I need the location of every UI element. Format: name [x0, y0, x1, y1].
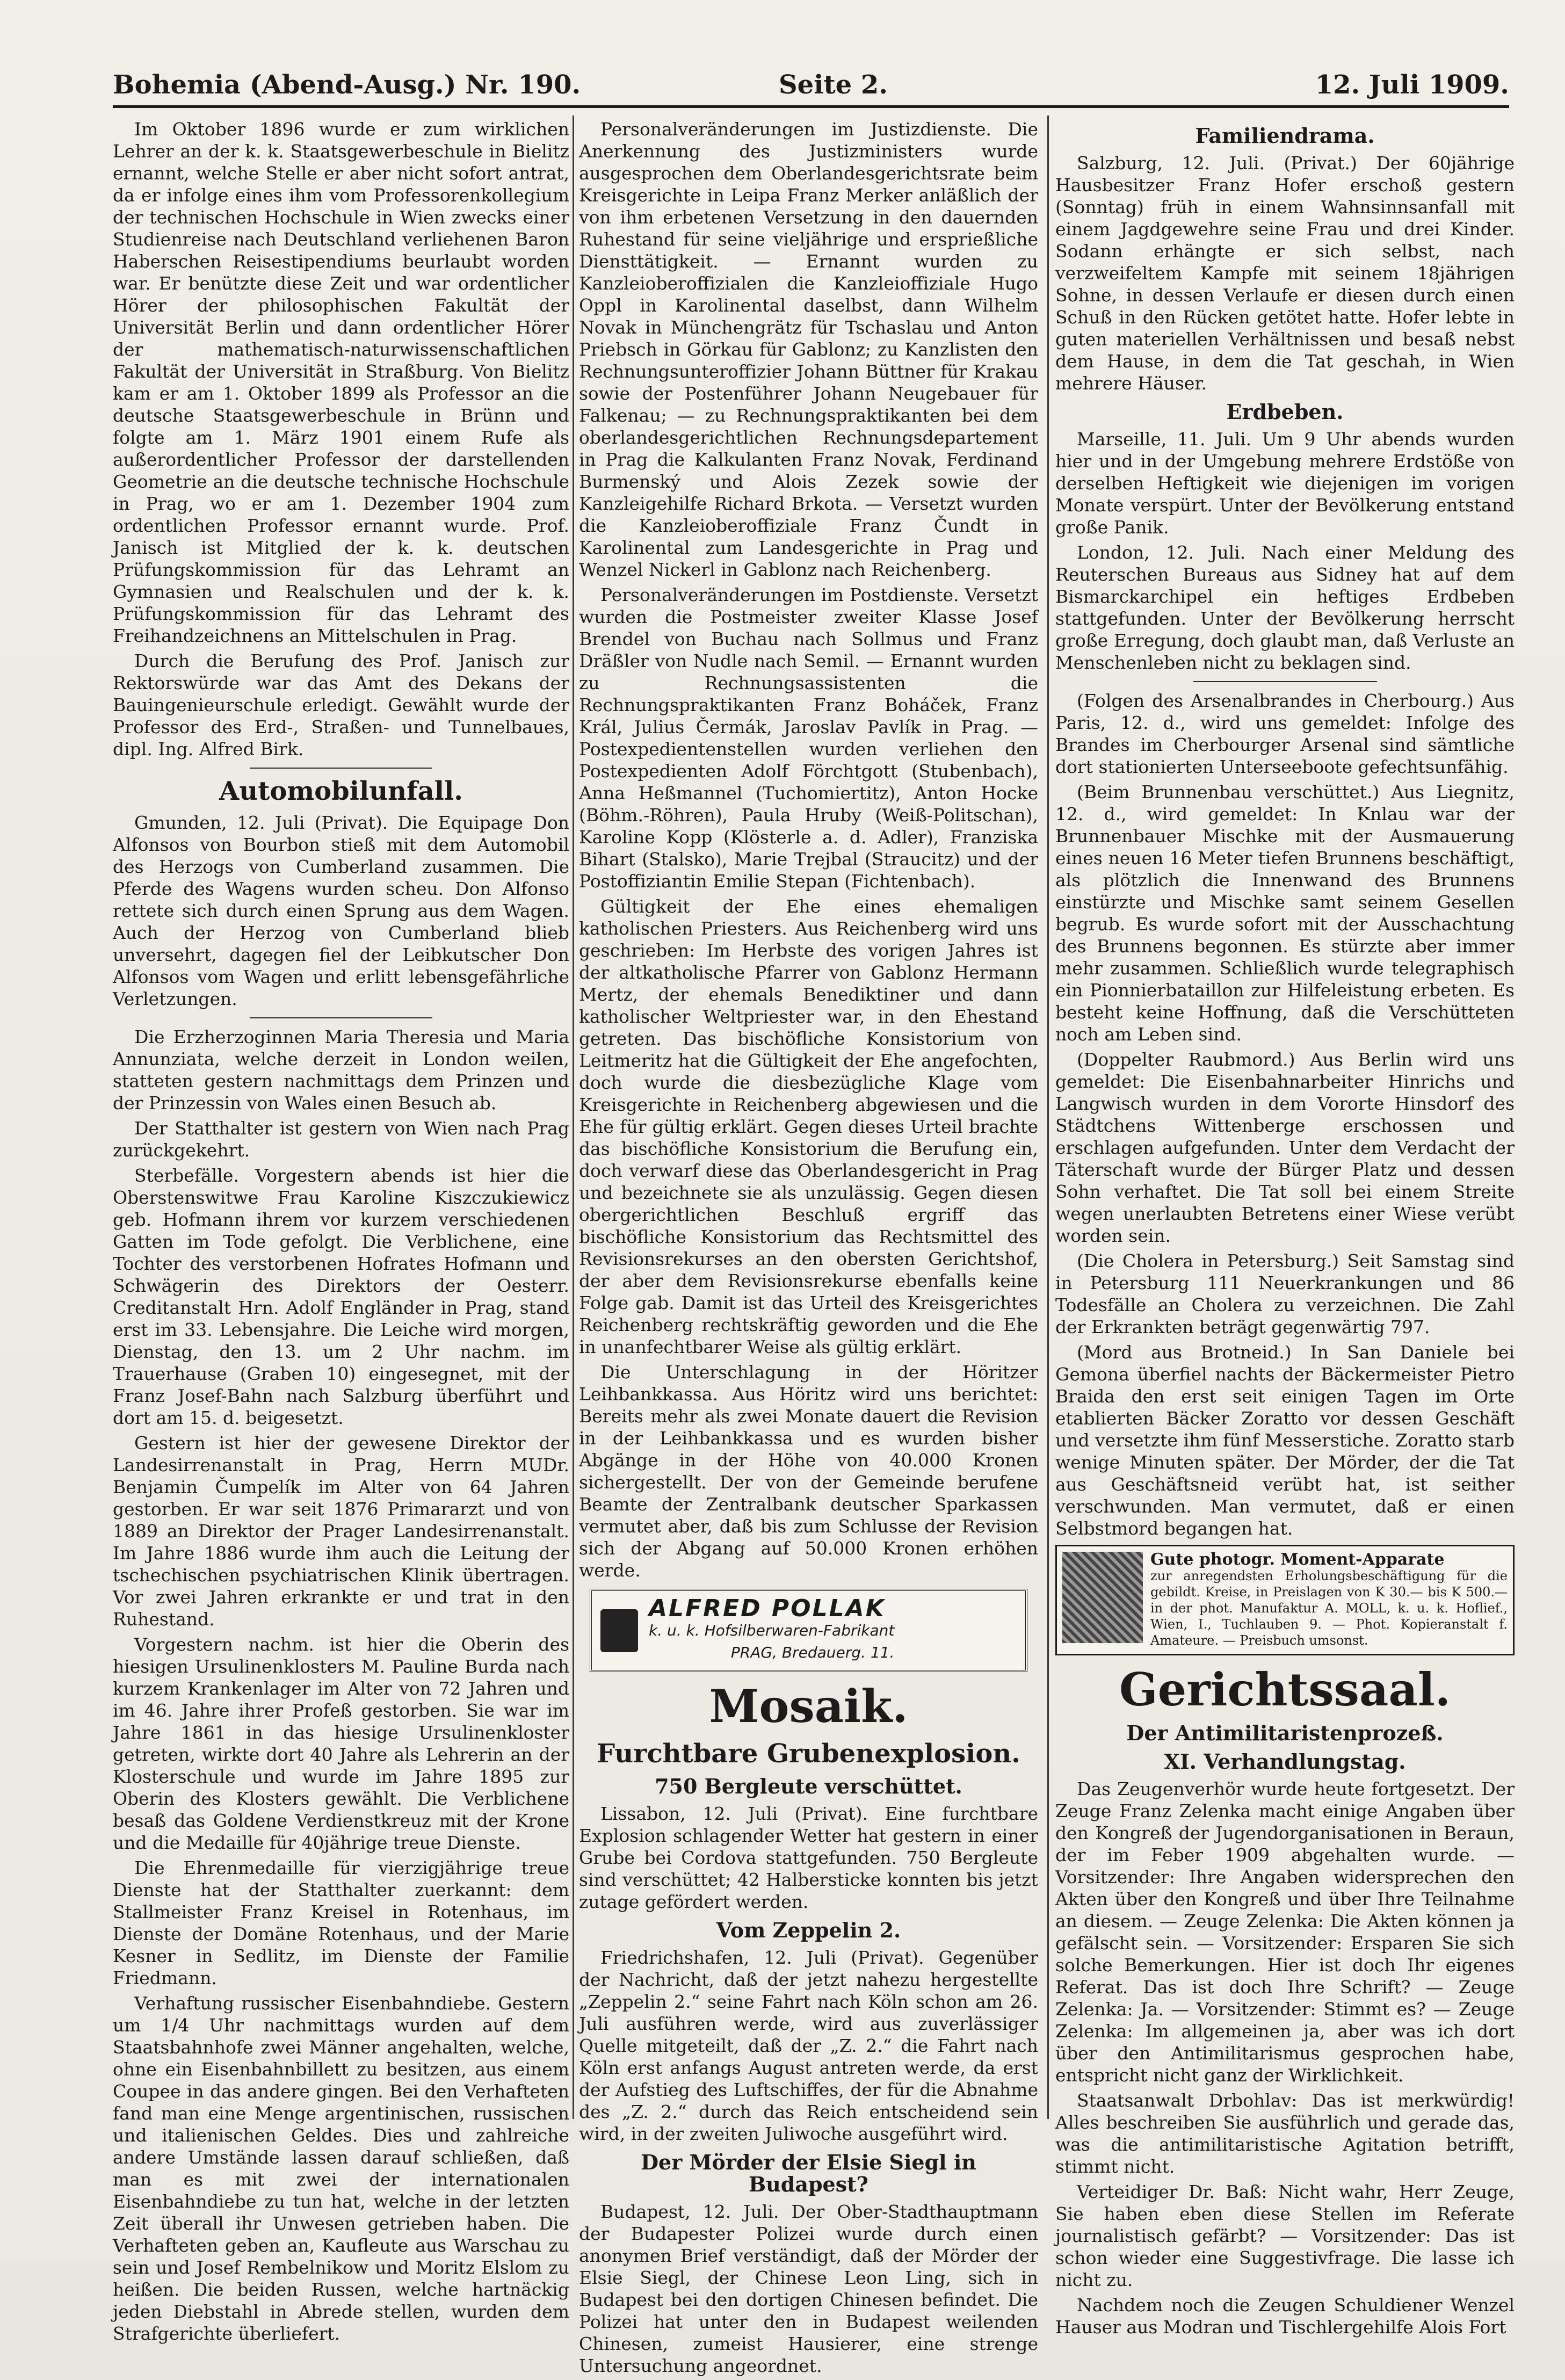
column-divider: [1047, 115, 1049, 2119]
article-paragraph: Marseille, 11. Juli. Um 9 Uhr abends wurden hier und in der Umgebung mehrere Erdstöße von derselben Heftigkeit wie diejenigen im vorigen Monate verspürt. Unter der Bevölkerung entstand große Panik.: [1055, 429, 1515, 538]
article-paragraph: (Mord aus Brotneid.) In San Daniele bei Gemona überfiel nachts der Bäckermeister Pietro Braida den erst seit einigen Tagen im Orte etablierten Bäcker Zoratto vor dessen Geschäft und versetzte ihm fünf Messerstiche. Zoratto starb wenige Minuten später. Der Mörder, der die Tat aus Geschäftsneid verübt hat, ist seither verschwunden. Man vermutet, daß er einen Selbstmord begangen hat.: [1055, 1342, 1515, 1539]
column-3: [1055, 118, 1515, 2341]
header-date: 12. Juli 1909.: [1315, 70, 1509, 100]
headline-antimilitaristenprozess: Der Antimilitaristenprozeß.: [1126, 1721, 1444, 1745]
article-paragraph: Vorgestern nachm. ist hier die Oberin des hiesigen Ursulinenklosters M. Pauline Burda nach kurzem Krankenlager im Alter von 72 Jahren und im 46. Jahre ihrer Profeß gestorben. Sie war im Jahre 1861 in das hiesige Ursulinenkloster getreten, wirkte dort 40 Jahre als Lehrerin an der Klosterschule und wurde im Jahre 1895 zur Oberin des Klosters gewählt. Die Verblichene besaß das Goldene Verdienstkreuz mit der Krone und die Medaille für 40jährige treue Dienste.: [113, 1634, 569, 1853]
headline-familiendrama: Familiendrama.: [1195, 124, 1375, 148]
article-paragraph: Das Zeugenverhör wurde heute fortgesetzt. Der Zeuge Franz Zelenka macht einige Angaben über den Kongreß der Jugendorganisationen in Beraun, der im Feber 1909 abgehalten wurde. — Vorsitzender: Ihre Angaben widersprechen den Akten über den Kongreß und über Ihre Teilnahme an diesem. — Zeuge Zelenka: Die Akten können ja gefälscht sein. — Vorsitzender: Ersparen Sie sich solche Bemerkungen. Hier ist doch Ihr eigenes Referat. Das ist doch Ihre Schrift? — Zeuge Zelenka: Ja. — Vorsitzender: Stimmt es? — Zeuge Zelenka: Im allgemeinen ja, aber was ich dort über den Antimilitarismus gesprochen habe, entspricht nicht ganz der Wirklichkeit.: [1055, 1778, 1515, 2086]
article-paragraph: Verteidiger Dr. Baß: Nicht wahr, Herr Zeuge, Sie haben eben diese Stellen im Referate journalistisch gefärbt? — Vorsitzender: Das ist schon wieder eine Suggestivfrage. Die lasse ich nicht zu.: [1055, 2181, 1515, 2290]
ad-address: PRAG, Bredauerg. 11.: [730, 1644, 895, 1661]
headline-zeppelin: Vom Zeppelin 2.: [716, 1918, 901, 1942]
section-title-gerichtssaal: Gerichtssaal.: [1119, 1663, 1451, 1716]
ad-company-name: ALFRED POLLAK: [649, 1595, 886, 1622]
article-paragraph: Budapest, 12. Juli. Der Ober-Stadthauptmann der Budapester Polizei wurde durch einen anonymen Brief verständigt, daß der Mörder der Elsie Siegl, der Chinese Leon Ling, sich in Budapest bei den dortigen Chinesen befindet. Die Polizei hat unter den in Budapest weilenden Chinesen, zumeist Hausierer, eine strenge Untersuchung angeordnet.: [579, 2201, 1038, 2376]
header-page-number: Seite 2.: [779, 70, 888, 100]
column-divider: [573, 115, 574, 2119]
separator: [250, 1017, 432, 1018]
article-paragraph: Die Unterschlagung in der Höritzer Leihbankkassa. Aus Höritz wird uns berichtet: Bereits mehr als zwei Monate dauert die Revision in der Leihbankkassa und es wurden bisher Abgänge in der Höhe von 40.000 Kronen sichergestellt. Der von der Gemeinde berufene Beamte der Zentralbank deutscher Sparkassen vermutet aber, daß bis zum Schlusse der Revision sich der Abgang auf 50.000 Kronen erhöhen werde.: [579, 1362, 1038, 1581]
article-paragraph: Sterbefälle. Vorgestern abends ist hier die Oberstenswitwe Frau Karoline Kiszczukiewicz geb. Hofmann ihrem vor kurzem verschiedenen Gatten im Tode gefolgt. Die Verblichene, eine Tochter des verstorbenen Hofrates Hofmann und Schwägerin des Direktors der Oesterr. Creditanstalt Hrn. Adolf Engländer in Prag, stand erst im 33. Lebensjahre. Die Leiche wird morgen, Dienstag, den 13. um 2 Uhr nachm. im Trauerhause (Graben 10) eingesegnet, mit der Franz Josef-Bahn nach Salzburg überführt und dort am 15. d. beigesetzt.: [113, 1165, 569, 1428]
camera-illustration-icon: [1062, 1552, 1143, 1643]
article-paragraph: Die Ehrenmedaille für vierzigjährige treue Dienste hat der Statthalter zuerkannt: dem Stallmeister Franz Kreisel in Rotenhaus, im Dienste der Domäne Rotenhaus, und der Marie Kesner in Sedlitz, im Dienste der Familie Friedmann.: [113, 1857, 569, 1988]
headline-erdbeben: Erdbeben.: [1226, 400, 1344, 424]
article-paragraph: Salzburg, 12. Juli. (Privat.) Der 60jährige Hausbesitzer Franz Hofer erschoß gestern (Sonntag) früh in einem Wahnsinnsanfall mit einem Jagdgewehre seine Frau und drei Kinder. Sodann erhängte er sich selbst, nach verzweifeltem Kampfe mit seinem 18jährigen Sohne, in dessen Verlaufe er diesen durch einen Schuß in den Rücken getötet hatte. Hofer lebte in guten materiellen Verhältnissen und besaß nebst dem Hause, in dem die Tat geschah, in Wien mehrere Häuser.: [1055, 153, 1515, 394]
article-paragraph: (Die Cholera in Petersburg.) Seit Samstag sind in Petersburg 111 Neuerkrankungen und 86 Todesfälle an Cholera zu verzeichnen. Die Zahl der Erkrankten beträgt gegenwärtig 797.: [1055, 1250, 1515, 1337]
headline-automobilunfall: Automobilunfall.: [219, 776, 463, 806]
ad-company-title: k. u. k. Hofsilberwaren-Fabrikant: [649, 1622, 895, 1639]
header-masthead: Bohemia (Abend-Ausg.) Nr. 190.: [113, 70, 581, 100]
article-paragraph: (Doppelter Raubmord.) Aus Berlin wird uns gemeldet: Die Eisenbahnarbeiter Hinrichs und Langwisch wurden in dem Vororte Hinsdorf des Städtchens Wittenberge erschossen und erschlagen aufgefunden. Unter dem Verdacht der Täterschaft wurde der Bürger Platz und dessen Sohn verhaftet. Die Tat soll bei einem Streite wegen unerlaubten Betretens einer Wiese verübt worden sein.: [1055, 1049, 1515, 1246]
article-paragraph: Verhaftung russischer Eisenbahndiebe. Gestern um 1/4 Uhr nachmittags wurden auf dem Staatsbahnhofe zwei Männer angehalten, welche, ohne ein Eisenbahnbillett zu besitzen, aus einem Coupee in das andere gingen. Bei den Verhafteten fand man eine Menge argentinischen, russischen und italienischen Geldes. Dies und zahlreiche andere Umstände lassen darauf schließen, daß man es mit zwei der internationalen Eisenbahndiebe zu tun hat, welche in der letzten Zeit überall ihr Unwesen getrieben haben. Die Verhafteten geben an, Kaufleute aus Warschau zu sein und Josef Rembelnikow und Moritz Elslom zu heißen. Die beiden Russen, welche hartnäckig jeden Diebstahl in Abrede stellen, wurden dem Strafgerichte überliefert.: [113, 1993, 569, 2344]
subheadline-verhandlungstag: XI. Verhandlungstag.: [1164, 1749, 1406, 1774]
article-paragraph: Lissabon, 12. Juli (Privat). Eine furchtbare Explosion schlagender Wetter hat gestern in einer Grube bei Cordova stattgefunden. 750 Bergleute sind verschüttet; 42 Halbersticke konnten bis jetzt zutage gefördert werden.: [579, 1803, 1038, 1912]
article-paragraph: Durch die Berufung des Prof. Janisch zur Rektorswürde war das Amt des Dekans der Bauingenieurschule erledigt. Gewählt wurde der Professor des Erd-, Straßen- und Tunnelbaues, dipl. Ing. Alfred Birk.: [113, 650, 569, 759]
column-1: [113, 118, 569, 2348]
article-paragraph: Gültigkeit der Ehe eines ehemaligen katholischen Priesters. Aus Reichenberg wird uns geschrieben: Im Herbste des vorigen Jahres ist der altkatholische Pfarrer von Gablonz Hermann Mertz, der ehemals Benediktiner und dann katholischer Weltpriester war, in den Ehestand getreten. Das bischöfliche Konsistorium von Leitmeritz hat die Gültigkeit der Ehe angefochten, doch wurde die diesbezügliche Klage vom Kreisgerichte in Reichenberg abgewiesen und die Ehe für gültig erklärt. Gegen dieses Urteil brachte das bischöfliche Konsistorium die Berufung ein, doch verwarf diese das Oberlandesgericht in Prag und bezeichnete sie als unzulässig. Gegen diesen obergerichtlichen Beschluß ergriff das bischöfliche Konsistorium das Rechtsmittel des Revisionsrekurses an den obersten Gerichtshof, der aber dem Revisionsrekurse ebenfalls keine Folge gab. Damit ist das Urteil des Kreisgerichtes Reichenberg rechtskräftig geworden und die Ehe in unanfechtbarer Weise als gültig erklärt.: [579, 896, 1038, 1357]
article-paragraph: Personalveränderungen im Postdienste. Versetzt wurden die Postmeister zweiter Klasse Josef Brendel von Buchau nach Sollmus und Franz Dräßler von Nudle nach Semil. — Ernannt wurden zu Rechnungsassistenten die Rechnungspraktikanten Franz Boháček, Franz Král, Julius Čermák, Jaroslav Pavlík in Prag. — Postexpedientenstellen wurden verliehen den Postexpedienten Adolf Förchtgott (Stubenbach), Anna Heßmannel (Tuchomiertitz), Anton Hocke (Böhm.-Röhren), Paula Hruby (Weiß-Politschan), Karoline Kopp (Klösterle a. d. Adler), Franziska Bihart (Stalsko), Marie Trejbal (Straucitz) und der Postoffiziantin Emilie Stepan (Fichtenbach).: [579, 584, 1038, 892]
subheadline-bergleute: 750 Bergleute verschüttet.: [655, 1774, 962, 1798]
advertisement-pollak: [590, 1589, 1027, 1672]
headline-moerder: Der Mörder der Elsie Siegl in Budapest?: [641, 2150, 976, 2196]
page-header: [113, 70, 1509, 107]
separator: [250, 768, 432, 769]
header-rule: [113, 105, 1509, 108]
article-paragraph: Nachdem noch die Zeugen Schuldiener Wenzel Hauser aus Modran und Tischlergehilfe Alois Fort: [1055, 2295, 1515, 2338]
silverware-logo-icon: [600, 1609, 638, 1652]
article-paragraph: Friedrichshafen, 12. Juli (Privat). Gegenüber der Nachricht, daß der jetzt nahezu hergestellte „Zeppelin 2.“ seine Fahrt nach Köln schon am 26. Juli ausführen werde, wird aus zuverlässiger Quelle mitgeteilt, daß der „Z. 2.“ die Fahrt nach Köln erst anfangs August antreten werde, da erst der Aufstieg des Luftschiffes, der für die Abnahme des „Z. 2.“ durch das Reich entscheidend sein wird, in der zweiten Juliwoche ausgeführt wird.: [579, 1947, 1038, 2144]
section-title-mosaik: Mosaik.: [709, 1680, 908, 1733]
article-paragraph: (Folgen des Arsenalbrandes in Cherbourg.) Aus Paris, 12. d., wird uns gemeldet: Infolge des Brandes im Cherbourger Arsenal sind sämtliche dort stationierten Unterseeboote gefechtsunfähig.: [1055, 690, 1515, 777]
ad-text: [649, 1597, 894, 1663]
article-paragraph: Die Erzherzoginnen Maria Theresia und Maria Annunziata, welche derzeit in London weilen, statteten gestern nachmittags dem Prinzen und der Prinzessin von Wales einen Besuch ab.: [113, 1026, 569, 1113]
ad-text: [1150, 1552, 1508, 1648]
article-paragraph: Gmunden, 12. Juli (Privat). Die Equipage Don Alfonsos von Bourbon stieß mit dem Automobil des Herzogs von Cumberland zusammen. Die Pferde des Wagens wurden scheu. Don Alfonso rettete sich durch einen Sprung aus dem Wagen. Auch der Herzog von Cumberland blieb unversehrt, dagegen fiel der Leibkutscher Don Alfonsos vom Wagen und erlitt lebensgefährliche Verletzungen.: [113, 812, 569, 1009]
article-paragraph: London, 12. Juli. Nach einer Meldung des Reuterschen Bureaus aus Sidney hat auf dem Bismarckarchipel ein heftiges Erdbeben stattgefunden. Unter der Bevölkerung herrscht große Erregung, doch glaubt man, daß Verluste an Menschenleben nicht zu beklagen sind.: [1055, 542, 1515, 673]
article-paragraph: Staatsanwalt Drbohlav: Das ist merkwürdig! Alles beschreiben Sie ausführlich und gerade das, was die antimilitaristische Agitation betrifft, stimmt nicht.: [1055, 2090, 1515, 2177]
ad-title: Gute photogr. Moment-Apparate: [1150, 1550, 1445, 1569]
headline-grubenexplosion: Furchtbare Grubenexplosion.: [597, 1739, 1020, 1769]
article-paragraph: (Beim Brunnenbau verschüttet.) Aus Liegnitz, 12. d., wird gemeldet: In Knlau war der Brunnenbauer Mischke mit der Ausmauerung eines neuen 16 Meter tiefen Brunnens beschäftigt, als plötzlich die Innenwand des Brunnens einstürzte und Mischke samt seinem Gesellen begrub. Es wurde sofort mit der Ausschachtung des Brunnens begonnen. Es stürzte aber immer mehr zusammen. Schließlich wurde telegraphisch ein Pionnierbataillon zur Hilfeleistung erbeten. Es besteht keine Hoffnung, daß die Verschütteten noch am Leben sind.: [1055, 782, 1515, 1045]
advertisement-moll: [1055, 1545, 1515, 1655]
article-paragraph: Im Oktober 1896 wurde er zum wirklichen Lehrer an der k. k. Staatsgewerbeschule in Bielitz ernannt, welche Stelle er aber nicht sofort antrat, da er infolge eines ihm vom Professorenkollegium der technischen Hochschule in Wien zwecks einer Studienreise nach Deutschland verliehenen Baron Haberschen Reisestipendiums beurlaubt worden war. Er benützte diese Zeit und war ordentlicher Hörer der philosophischen Fakultät der Universität Berlin und dann ordentlicher Hörer der mathematisch-naturwissenschaftlichen Fakultät der Universität in Straßburg. Von Bielitz kam er am 1. Oktober 1899 als Professor an die deutsche Staatsgewerbeschule in Brünn und folgte am 1. März 1901 einem Rufe als außerordentlicher Professor der darstellenden Geometrie an die deutsche technische Hochschule in Prag, wo er am 1. Dezember 1904 zum ordentlichen Professor ernannt wurde. Prof. Janisch ist Mitglied der k. k. deutschen Prüfungskommission für das Lehramt an Gymnasien und Realschulen und der k. k. Prüfungskommission für das Lehramt des Freihandzeichnens an Mittelschulen in Prag.: [113, 119, 569, 646]
separator: [1193, 681, 1377, 682]
ad-body: zur anregendsten Erholungsbeschäftigung für die gebildt. Kreise, in Preislagen von K 30.— bis K 500.— in der phot. Manufaktur A. MOLL, k. u. k. Hoflief., Wien, I., Tuchlauben 9. — Phot. Kopieranstalt f. Amateure. — Preisbuch umsonst.: [1150, 1568, 1508, 1648]
column-2: [579, 118, 1038, 2380]
article-paragraph: Personalveränderungen im Justizdienste. Die Anerkennung des Justizministers wurde ausgesprochen dem Oberlandesgerichtsrate beim Kreisgerichte in Leipa Franz Merker anläßlich der von ihm erbetenen Versetzung in den dauernden Ruhestand für seine vieljährige und ersprießliche Diensttätigkeit. — Ernannt wurden zu Kanzleioberoffizialen die Kanzleioffiziale Hugo Oppl in Karolinental daselbst, dann Wilhelm Novak in Münchengrätz für Tschaslau und Anton Priebsch in Görkau für Gablonz; zu Kanzlisten den Rechnungsunteroffizier Johann Büttner für Krakau sowie der Postenführer Johann Neugebauer für Falkenau; — zu Rechnungspraktikanten bei dem oberlandesgerichtlichen Rechnungsdepartement in Prag die Kalkulanten Franz Novak, Ferdinand Burmenský und Alois Zezek sowie der Kanzleigehilfe Richard Brkota. — Versetzt wurden die Kanzleioberoffiziale Franz Čundt in Karolinental zum Landesgerichte in Prag und Wenzel Nickerl in Gablonz nach Reichenberg.: [579, 119, 1038, 580]
article-paragraph: Der Statthalter ist gestern von Wien nach Prag zurückgekehrt.: [113, 1118, 569, 1161]
article-paragraph: Gestern ist hier der gewesene Direktor der Landesirrenanstalt in Prag, Herrn MUDr. Benjamin Čumpelík im Alter von 64 Jahren gestorben. Er war seit 1876 Primararzt und von 1889 an Direktor der Prager Landesirrenanstalt. Im Jahre 1886 wurde ihm auch die Leitung der tschechischen psychiatrischen Klinik übertragen. Vor zwei Jahren erkrankte er und trat in den Ruhestand.: [113, 1433, 569, 1630]
